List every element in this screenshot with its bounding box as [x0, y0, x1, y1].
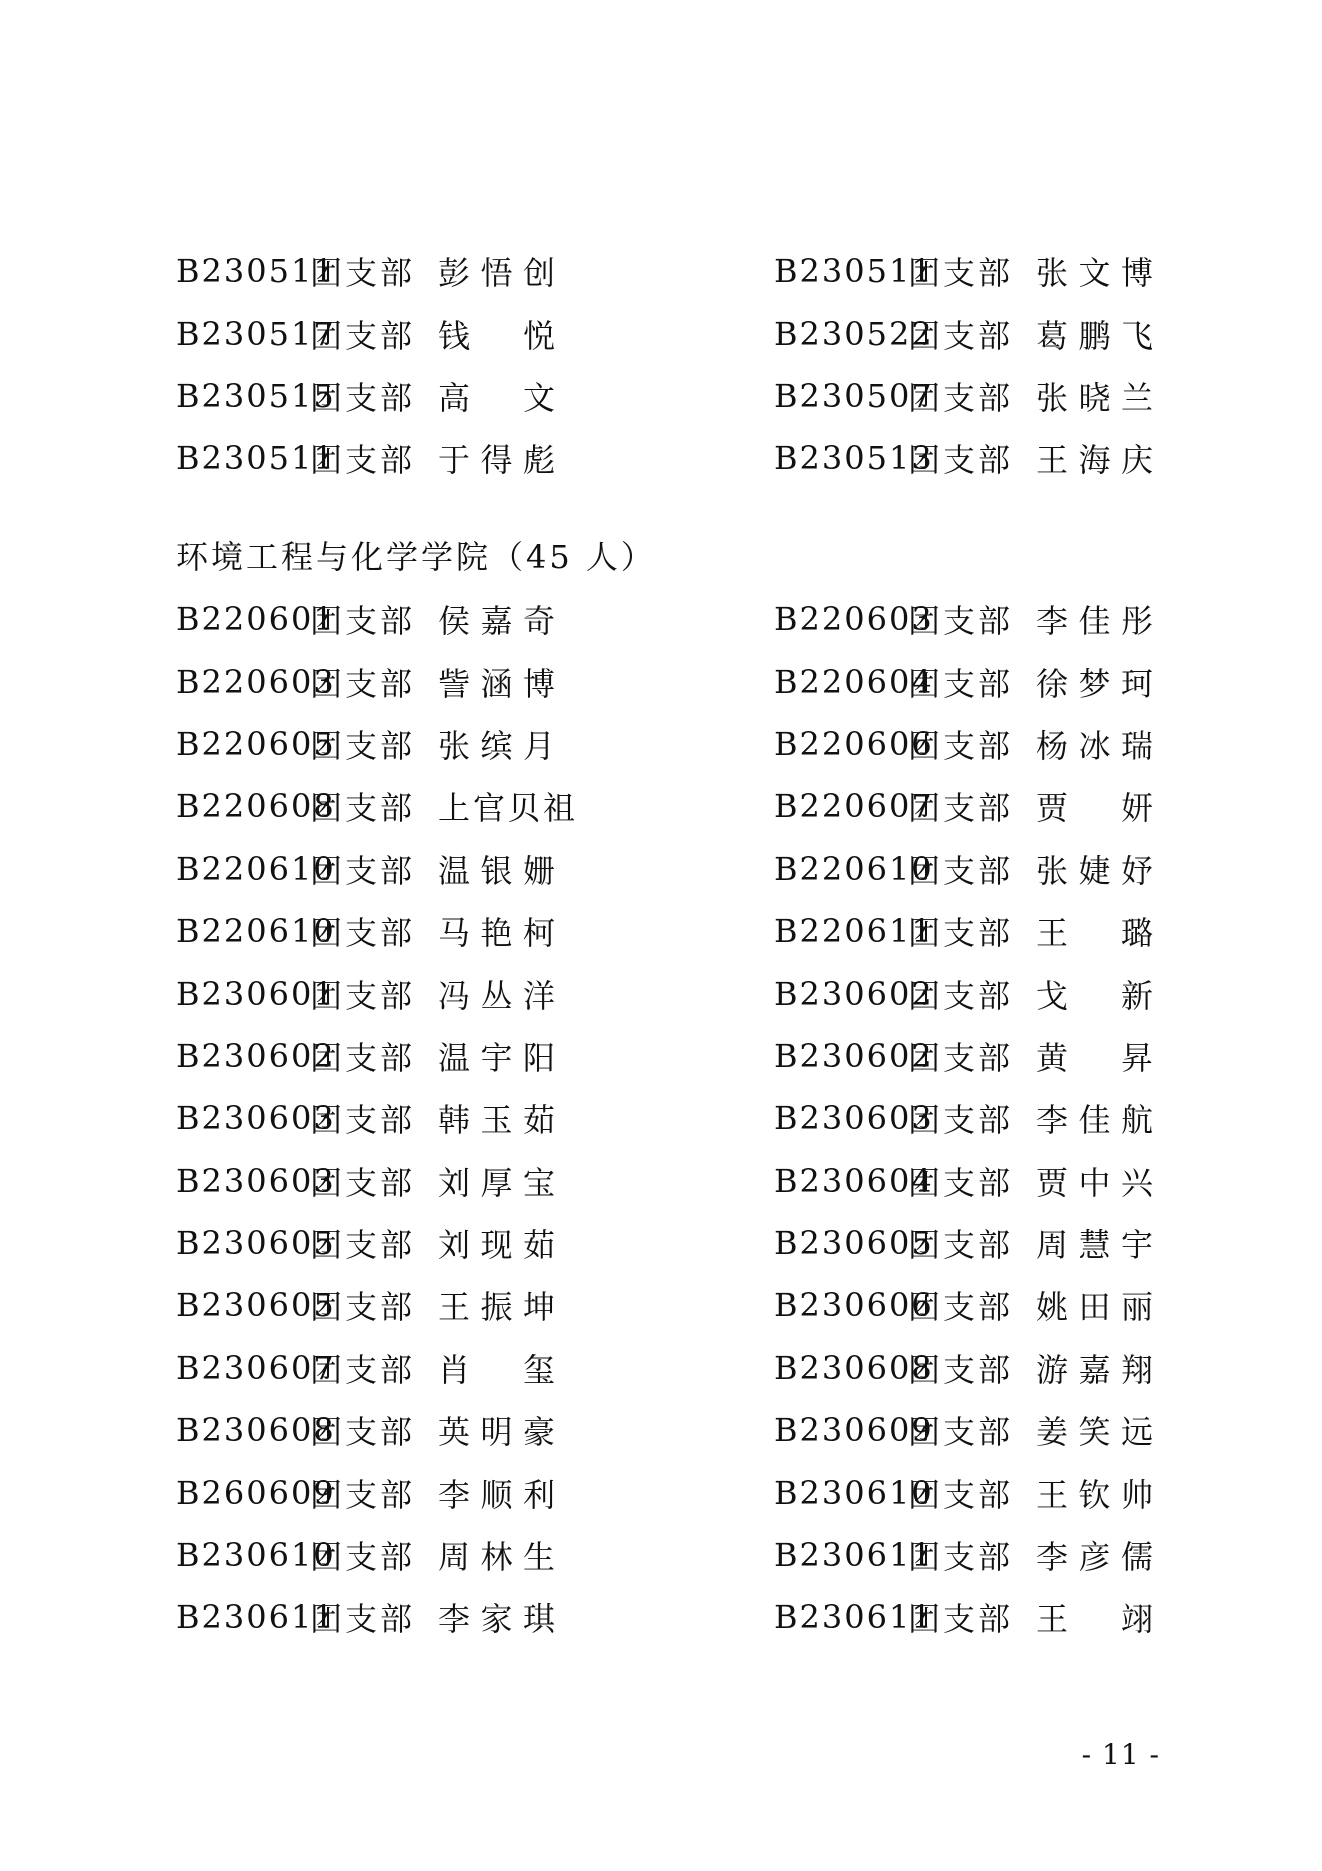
entry-branch: 团支部 [310, 664, 416, 703]
entry-branch: 团支部 [908, 316, 1014, 355]
list-entry-left [176, 373, 774, 419]
list-entry-left [176, 1532, 774, 1578]
entry-branch: 团支部 [310, 1350, 416, 1389]
list-entry-right [774, 1470, 1156, 1516]
entry-name: 上官贝祖 [438, 789, 579, 828]
list-row [176, 1399, 1156, 1461]
list-entry-right [774, 248, 1156, 294]
entry-code: B230511 [176, 439, 336, 478]
entry-name: 侯嘉奇 [438, 602, 558, 641]
entry-code: B220605 [176, 724, 336, 763]
list-entry-left [176, 1345, 774, 1391]
entry-name: 钱 悦 [438, 316, 558, 355]
entry-branch: 团支部 [908, 1226, 1014, 1265]
entry-name: 肖 玺 [438, 1350, 558, 1389]
entry-branch: 团支部 [310, 1163, 416, 1202]
entry-name: 杨冰瑞 [1036, 726, 1156, 765]
list-entry-left [176, 435, 774, 481]
list-entry-left [176, 1158, 774, 1204]
entry-branch: 团支部 [310, 1475, 416, 1514]
section-heading: 环境工程与化学学院（45 人） [176, 538, 656, 576]
entry-branch: 团支部 [908, 726, 1014, 765]
entry-name: 温宇阳 [438, 1038, 558, 1077]
list-entry-right [774, 846, 1156, 892]
entry-code: B230610 [774, 1473, 934, 1512]
entry-branch: 团支部 [310, 1038, 416, 1077]
entry-name: 高 文 [438, 378, 558, 417]
entry-name: 李彦儒 [1036, 1538, 1156, 1577]
entry-branch: 团支部 [310, 1101, 416, 1140]
list-entry-right [774, 1407, 1156, 1453]
list-entry-left [176, 721, 774, 767]
entry-branch: 团支部 [310, 441, 416, 480]
page-number: - 11 - [1081, 1738, 1160, 1771]
entry-code: B220601 [176, 600, 336, 639]
entry-name: 张文博 [1036, 254, 1156, 293]
list-row [176, 1274, 1156, 1336]
entry-branch: 团支部 [310, 789, 416, 828]
entry-branch: 团支部 [908, 1600, 1014, 1639]
entry-code: B230522 [774, 314, 934, 353]
list-row [176, 775, 1156, 837]
list-row [176, 427, 1156, 489]
list-entry-right [774, 908, 1156, 954]
list-entry-right [774, 1095, 1156, 1141]
entry-branch: 团支部 [310, 316, 416, 355]
list-entry-left [176, 1033, 774, 1079]
list-row [176, 650, 1156, 712]
list-row [176, 900, 1156, 962]
list-entry-right [774, 721, 1156, 767]
list-row [176, 1025, 1156, 1087]
list-row [176, 1150, 1156, 1212]
entry-name: 李佳彤 [1036, 602, 1156, 641]
entry-branch: 团支部 [310, 726, 416, 765]
list-entry-right [774, 596, 1156, 642]
list-entry-right [774, 659, 1156, 705]
entry-code: B220611 [774, 912, 934, 951]
entry-branch: 团支部 [908, 441, 1014, 480]
entry-name: 张晓兰 [1036, 378, 1156, 417]
entry-code: B230610 [176, 1536, 336, 1575]
entry-code: B230605 [774, 1224, 934, 1263]
entry-name: 贾 妍 [1036, 789, 1156, 828]
list-entry-right [774, 373, 1156, 419]
list-entry-left [176, 1095, 774, 1141]
entry-name: 游嘉翔 [1036, 1350, 1156, 1389]
entry-name: 张婕妤 [1036, 851, 1156, 890]
entry-code: B230517 [176, 314, 336, 353]
list-row [176, 1212, 1156, 1274]
entry-name: 马艳柯 [438, 914, 558, 953]
entry-name: 王 翊 [1036, 1600, 1156, 1639]
entry-name: 于得彪 [438, 441, 558, 480]
entry-code: B230611 [774, 1536, 934, 1575]
entry-name: 戈 新 [1036, 976, 1156, 1015]
entry-branch: 团支部 [908, 1163, 1014, 1202]
entry-code: B230603 [774, 1099, 934, 1138]
list-row [176, 365, 1156, 427]
list-row [176, 302, 1156, 364]
list-entry-left [176, 311, 774, 357]
list-row [176, 240, 1156, 302]
entry-code: B230602 [774, 974, 934, 1013]
entry-name: 李顺利 [438, 1475, 558, 1514]
entry-code: B220603 [176, 662, 336, 701]
entry-name: 王振坤 [438, 1288, 558, 1327]
entry-branch: 团支部 [908, 1288, 1014, 1327]
entry-name: 贾中兴 [1036, 1163, 1156, 1202]
entry-branch: 团支部 [908, 1413, 1014, 1452]
entry-code: B230608 [774, 1348, 934, 1387]
list-entry-right [774, 1345, 1156, 1391]
entry-name: 英明豪 [438, 1413, 558, 1452]
list-entry-left [176, 1470, 774, 1516]
entry-branch: 团支部 [310, 254, 416, 293]
list-entry-right [774, 1220, 1156, 1266]
entry-code: B230607 [176, 1348, 336, 1387]
entry-name: 李佳航 [1036, 1101, 1156, 1140]
entry-branch: 团支部 [908, 789, 1014, 828]
entry-code: B220610 [176, 912, 336, 951]
entry-branch: 团支部 [908, 1038, 1014, 1077]
entry-code: B230511 [774, 252, 934, 291]
entry-name: 冯丛洋 [438, 976, 558, 1015]
entry-code: B230507 [774, 376, 934, 415]
entry-branch: 团支部 [310, 1600, 416, 1639]
entry-name: 周慧宇 [1036, 1226, 1156, 1265]
entry-branch: 团支部 [908, 664, 1014, 703]
entry-name: 王 璐 [1036, 914, 1156, 953]
entry-name: 周林生 [438, 1538, 558, 1577]
list-entry-right [774, 783, 1156, 829]
entry-name: 葛鹏飞 [1036, 316, 1156, 355]
entry-code: B230611 [774, 1598, 934, 1637]
entry-code: B230603 [176, 1099, 336, 1138]
list-entry-left [176, 783, 774, 829]
entry-code: B220610 [176, 849, 336, 888]
list-row [176, 1524, 1156, 1586]
entry-code: B220610 [774, 849, 934, 888]
list-entry-left [176, 908, 774, 954]
entry-code: B230515 [176, 376, 336, 415]
entry-code: B220606 [774, 724, 934, 763]
entry-code: B230605 [176, 1286, 336, 1325]
member-list-continued [176, 240, 1156, 490]
entry-name: 王海庆 [1036, 441, 1156, 480]
entry-branch: 团支部 [908, 1538, 1014, 1577]
list-row [176, 1461, 1156, 1523]
entry-branch: 团支部 [310, 1226, 416, 1265]
list-row [176, 1087, 1156, 1149]
list-row [176, 588, 1156, 650]
list-row [176, 838, 1156, 900]
entry-branch: 团支部 [908, 976, 1014, 1015]
list-entry-right [774, 1594, 1156, 1640]
entry-branch: 团支部 [310, 1288, 416, 1327]
list-entry-right [774, 1033, 1156, 1079]
entry-name: 訾涵博 [438, 664, 558, 703]
entry-name: 彭悟创 [438, 254, 558, 293]
entry-name: 徐梦珂 [1036, 664, 1156, 703]
list-entry-left [176, 596, 774, 642]
member-list-env [176, 588, 1156, 1649]
entry-name: 黄 昇 [1036, 1038, 1156, 1077]
list-entry-left [176, 1407, 774, 1453]
list-entry-right [774, 311, 1156, 357]
list-entry-left [176, 659, 774, 705]
list-row [176, 1586, 1156, 1648]
list-entry-right [774, 971, 1156, 1017]
list-entry-right [774, 1158, 1156, 1204]
list-entry-left [176, 248, 774, 294]
entry-branch: 团支部 [908, 254, 1014, 293]
entry-branch: 团支部 [908, 1350, 1014, 1389]
list-row [176, 962, 1156, 1024]
entry-name: 张缤月 [438, 726, 558, 765]
entry-branch: 团支部 [908, 1101, 1014, 1140]
list-row [176, 713, 1156, 775]
list-entry-left [176, 846, 774, 892]
entry-code: B220603 [774, 600, 934, 639]
entry-code: B230601 [176, 974, 336, 1013]
entry-branch: 团支部 [310, 976, 416, 1015]
entry-branch: 团支部 [908, 1475, 1014, 1514]
entry-code: B220607 [774, 787, 934, 826]
list-entry-right [774, 1282, 1156, 1328]
entry-code: B230511 [176, 252, 336, 291]
list-entry-left [176, 1594, 774, 1640]
entry-branch: 团支部 [310, 1538, 416, 1577]
entry-name: 王钦帅 [1036, 1475, 1156, 1514]
entry-name: 温银姗 [438, 851, 558, 890]
entry-code: B220608 [176, 787, 336, 826]
entry-code: B230603 [176, 1161, 336, 1200]
list-entry-right [774, 1532, 1156, 1578]
list-entry-left [176, 971, 774, 1017]
list-entry-left [176, 1282, 774, 1328]
entry-code: B230605 [176, 1224, 336, 1263]
entry-name: 刘现茹 [438, 1226, 558, 1265]
entry-branch: 团支部 [310, 914, 416, 953]
entry-branch: 团支部 [908, 602, 1014, 641]
entry-name: 刘厚宝 [438, 1163, 558, 1202]
entry-branch: 团支部 [310, 378, 416, 417]
entry-code: B230513 [774, 439, 934, 478]
entry-name: 姜笑远 [1036, 1413, 1156, 1452]
entry-branch: 团支部 [310, 851, 416, 890]
entry-name: 姚田丽 [1036, 1288, 1156, 1327]
entry-branch: 团支部 [908, 914, 1014, 953]
entry-code: B230606 [774, 1286, 934, 1325]
entry-branch: 团支部 [310, 602, 416, 641]
entry-branch: 团支部 [908, 851, 1014, 890]
entry-code: B260609 [176, 1473, 336, 1512]
list-row [176, 1337, 1156, 1399]
entry-name: 韩玉茹 [438, 1101, 558, 1140]
entry-code: B230608 [176, 1411, 336, 1450]
entry-branch: 团支部 [310, 1413, 416, 1452]
list-entry-right [774, 435, 1156, 481]
entry-name: 李家琪 [438, 1600, 558, 1639]
entry-code: B230604 [774, 1161, 934, 1200]
entry-code: B230609 [774, 1411, 934, 1450]
entry-code: B230611 [176, 1598, 336, 1637]
entry-code: B230602 [176, 1036, 336, 1075]
entry-code: B230602 [774, 1036, 934, 1075]
entry-code: B220604 [774, 662, 934, 701]
list-entry-left [176, 1220, 774, 1266]
entry-branch: 团支部 [908, 378, 1014, 417]
